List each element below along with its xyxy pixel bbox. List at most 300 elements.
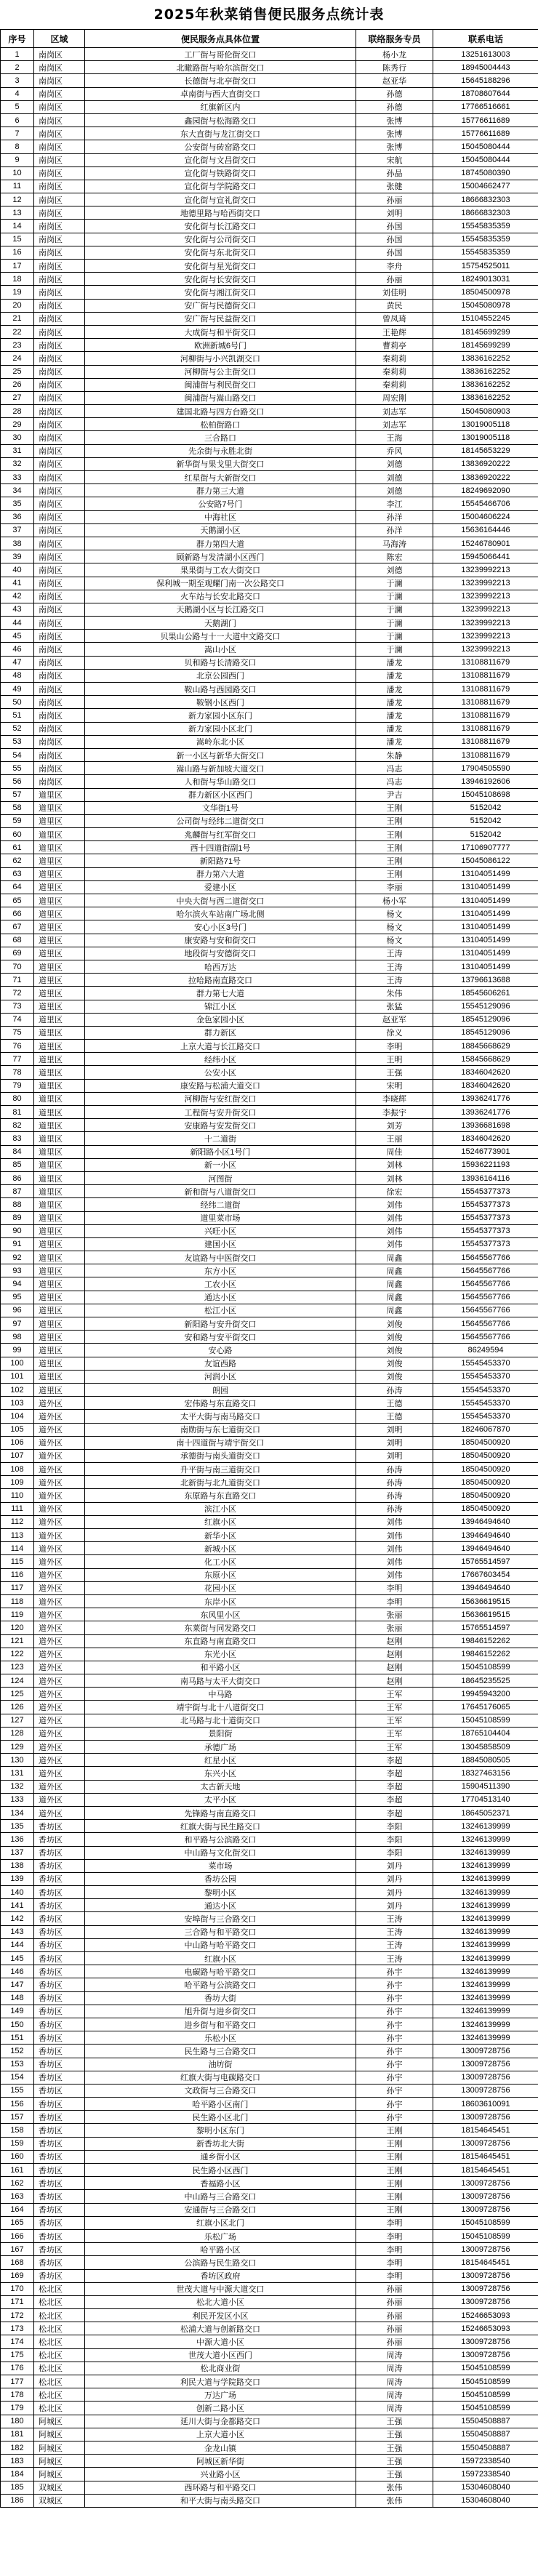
table-row: [1, 1171, 538, 1184]
row-seq: 105: [1, 1423, 34, 1436]
row-seq: 59: [1, 814, 34, 827]
row-district: 道里区: [34, 1357, 85, 1370]
table-row: [1, 1859, 538, 1872]
table-row: [1, 2150, 538, 2163]
row-phone: 17704513140: [433, 1793, 538, 1806]
row-staff: 王军: [356, 1688, 433, 1701]
row-district: 香坊区: [34, 2098, 85, 2111]
row-district: 香坊区: [34, 2190, 85, 2203]
table-row: [1, 2402, 538, 2415]
row-phone: 18504500920: [433, 1489, 538, 1502]
table-row: [1, 299, 538, 312]
row-seq: 64: [1, 880, 34, 894]
row-phone: 13836920222: [433, 457, 538, 470]
row-district: 香坊区: [34, 2243, 85, 2256]
row-phone: 15545453370: [433, 1397, 538, 1410]
row-seq: 158: [1, 2124, 34, 2137]
row-staff: 张博: [356, 140, 433, 153]
row-seq: 135: [1, 1820, 34, 1833]
row-phone: 13104051499: [433, 920, 538, 934]
row-district: 南岗区: [34, 457, 85, 470]
row-seq: 26: [1, 378, 34, 391]
table-row: [1, 1291, 538, 1304]
table-row: [1, 1754, 538, 1767]
row-seq: 84: [1, 1145, 34, 1158]
row-phone: 18246067870: [433, 1423, 538, 1436]
row-seq: 140: [1, 1886, 34, 1899]
row-location: 和平路小区: [85, 1661, 356, 1674]
row-phone: 18945004443: [433, 61, 538, 74]
row-seq: 28: [1, 405, 34, 418]
row-staff: 曾凤琦: [356, 312, 433, 325]
row-district: 道里区: [34, 1040, 85, 1053]
row-location: 通乡街小区: [85, 2150, 356, 2163]
row-district: 道外区: [34, 1410, 85, 1423]
row-district: 阿城区: [34, 2415, 85, 2428]
row-location: 人和街与华山路交口: [85, 775, 356, 788]
row-district: 南岗区: [34, 577, 85, 590]
row-staff: 王刚: [356, 2164, 433, 2177]
row-seq: 173: [1, 2322, 34, 2335]
row-location: 红旗大街与民生路交口: [85, 1820, 356, 1833]
row-location: 公安小区: [85, 1066, 356, 1079]
row-phone: 18249692090: [433, 484, 538, 497]
row-phone: 18145699299: [433, 325, 538, 338]
table-row: [1, 617, 538, 630]
row-seq: 58: [1, 801, 34, 814]
table-row: [1, 1237, 538, 1251]
table-row: [1, 2362, 538, 2375]
table-row: [1, 405, 538, 418]
row-phone: 18504500920: [433, 1436, 538, 1449]
row-staff: 孙涛: [356, 1463, 433, 1476]
row-staff: 李阳: [356, 1833, 433, 1846]
table-row: [1, 100, 538, 113]
row-phone: 19945943200: [433, 1688, 538, 1701]
row-phone: 13009728756: [433, 2111, 538, 2124]
row-phone: 13946494640: [433, 1515, 538, 1528]
row-staff: 秦莉莉: [356, 365, 433, 378]
row-phone: 13246139999: [433, 1886, 538, 1899]
row-staff: 刘俊: [356, 1370, 433, 1383]
row-location: 十二道街: [85, 1132, 356, 1145]
row-phone: 15645567766: [433, 1331, 538, 1344]
row-staff: 刘伟: [356, 1224, 433, 1237]
row-seq: 157: [1, 2111, 34, 2124]
row-seq: 27: [1, 391, 34, 404]
table-row: [1, 113, 538, 127]
table-row: [1, 1066, 538, 1079]
row-seq: 113: [1, 1529, 34, 1542]
table-row: [1, 2203, 538, 2216]
row-seq: 77: [1, 1053, 34, 1066]
row-staff: 杨小龙: [356, 48, 433, 61]
row-phone: 18603610091: [433, 2098, 538, 2111]
row-district: 南岗区: [34, 617, 85, 630]
table-row: [1, 1158, 538, 1171]
row-seq: 99: [1, 1344, 34, 1357]
row-location: 安化街与星光街交口: [85, 260, 356, 273]
row-district: 香坊区: [34, 2137, 85, 2150]
row-staff: 潘龙: [356, 669, 433, 682]
row-staff: 秦莉莉: [356, 378, 433, 391]
table-row: [1, 2468, 538, 2481]
row-district: 香坊区: [34, 2018, 85, 2031]
row-phone: 18708607644: [433, 87, 538, 100]
table-row: [1, 1846, 538, 1859]
row-staff: 刘明: [356, 206, 433, 220]
row-staff: 于澜: [356, 630, 433, 643]
row-location: 天鹅湖小区与长江路交口: [85, 603, 356, 616]
row-location: 哈西万达: [85, 960, 356, 973]
row-seq: 160: [1, 2150, 34, 2163]
row-phone: 5152042: [433, 801, 538, 814]
row-phone: 13108811679: [433, 669, 538, 682]
table-row: [1, 590, 538, 603]
row-phone: 18154645451: [433, 2124, 538, 2137]
table-row: [1, 1978, 538, 1991]
row-phone: 15845668629: [433, 1053, 538, 1066]
table-row: [1, 2256, 538, 2269]
row-staff: 孙宇: [356, 2045, 433, 2058]
row-phone: 13108811679: [433, 683, 538, 696]
row-location: 安广街与民德街交口: [85, 299, 356, 312]
table-row: [1, 2190, 538, 2203]
row-location: 中央大街与西二道街交口: [85, 894, 356, 907]
row-seq: 68: [1, 934, 34, 947]
row-location: 嵩山路与新加坡大道交口: [85, 762, 356, 775]
row-phone: 15776611689: [433, 113, 538, 127]
row-staff: 孙涛: [356, 1489, 433, 1502]
row-district: 香坊区: [34, 1859, 85, 1872]
row-staff: 王刚: [356, 2124, 433, 2137]
table-row: [1, 1688, 538, 1701]
table-row: [1, 1423, 538, 1436]
row-location: 红星街与大新街交口: [85, 471, 356, 484]
row-phone: 15776611689: [433, 127, 538, 140]
row-phone: 18154645451: [433, 2256, 538, 2269]
row-district: 南岗区: [34, 484, 85, 497]
row-phone: 15545377373: [433, 1237, 538, 1251]
row-seq: 9: [1, 153, 34, 166]
table-row: [1, 1013, 538, 1026]
row-seq: 137: [1, 1846, 34, 1859]
row-district: 香坊区: [34, 2256, 85, 2269]
row-staff: 潘龙: [356, 709, 433, 722]
row-phone: 15936221193: [433, 1158, 538, 1171]
row-location: 升平街与南三道街交口: [85, 1463, 356, 1476]
row-staff: 张博: [356, 113, 433, 127]
row-seq: 184: [1, 2468, 34, 2481]
table-row: [1, 2348, 538, 2362]
row-phone: 13251613003: [433, 48, 538, 61]
table-row: [1, 867, 538, 880]
row-district: 道里区: [34, 1171, 85, 1184]
row-phone: 17645176065: [433, 1701, 538, 1714]
row-district: 南岗区: [34, 735, 85, 748]
table-row: [1, 1872, 538, 1885]
row-seq: 10: [1, 166, 34, 180]
row-seq: 94: [1, 1277, 34, 1291]
row-seq: 85: [1, 1158, 34, 1171]
row-district: 道里区: [34, 1291, 85, 1304]
row-location: 哈尔滨火车站南广场北侧: [85, 907, 356, 920]
table-row: [1, 1489, 538, 1502]
row-staff: 李江: [356, 497, 433, 510]
row-location: 安化街与湘江街交口: [85, 286, 356, 299]
row-district: 道里区: [34, 814, 85, 827]
row-district: 南岗区: [34, 74, 85, 87]
row-location: 承德广场: [85, 1741, 356, 1754]
table-row: [1, 2084, 538, 2097]
row-staff: 孙宇: [356, 2084, 433, 2097]
row-staff: 赵亚军: [356, 1013, 433, 1026]
row-staff: 孙宇: [356, 2031, 433, 2045]
table-row: [1, 880, 538, 894]
row-district: 南岗区: [34, 709, 85, 722]
row-phone: 15045108599: [433, 1714, 538, 1727]
row-location: 通达小区: [85, 1291, 356, 1304]
row-district: 南岗区: [34, 339, 85, 352]
row-staff: 刘明: [356, 1423, 433, 1436]
row-phone: 13009728756: [433, 2282, 538, 2295]
row-seq: 33: [1, 471, 34, 484]
row-seq: 161: [1, 2164, 34, 2177]
row-seq: 174: [1, 2335, 34, 2348]
table-row: [1, 1079, 538, 1092]
table-row: [1, 2322, 538, 2335]
row-staff: 周鑫: [356, 1264, 433, 1277]
row-staff: 王德: [356, 1397, 433, 1410]
row-seq: 109: [1, 1476, 34, 1489]
row-location: 创新二路小区: [85, 2402, 356, 2415]
row-district: 南岗区: [34, 405, 85, 418]
row-staff: 李明: [356, 2269, 433, 2282]
row-seq: 47: [1, 656, 34, 669]
row-phone: 17904505590: [433, 762, 538, 775]
row-phone: 15004606224: [433, 510, 538, 523]
row-staff: 刘伟: [356, 1237, 433, 1251]
row-location: 群力第三大道: [85, 484, 356, 497]
row-location: 新华小区: [85, 1529, 356, 1542]
row-district: 道里区: [34, 1066, 85, 1079]
row-district: 南岗区: [34, 722, 85, 735]
row-location: 新阳路与安升街交口: [85, 1317, 356, 1331]
row-staff: 王涛: [356, 947, 433, 960]
row-phone: 15636619515: [433, 1594, 538, 1608]
row-staff: 李明: [356, 2216, 433, 2229]
table-row: [1, 87, 538, 100]
row-staff: 孙国: [356, 220, 433, 233]
row-phone: 13246139999: [433, 1965, 538, 1978]
table-row: [1, 1224, 538, 1237]
row-phone: 15246653093: [433, 2322, 538, 2335]
row-staff: 周涛: [356, 2375, 433, 2388]
row-staff: 王涛: [356, 974, 433, 987]
row-staff: 杨文: [356, 920, 433, 934]
row-seq: 15: [1, 233, 34, 246]
table-row: [1, 1899, 538, 1912]
table-row: [1, 2005, 538, 2018]
row-phone: 18145653229: [433, 444, 538, 457]
row-location: 黎明小区: [85, 1886, 356, 1899]
row-staff: 刘志军: [356, 418, 433, 431]
table-row: [1, 2124, 538, 2137]
table-row: [1, 2335, 538, 2348]
row-district: 道里区: [34, 1079, 85, 1092]
row-phone: 15304608040: [433, 2481, 538, 2494]
row-staff: 周涛: [356, 2402, 433, 2415]
row-staff: 王艳辉: [356, 325, 433, 338]
table-row: [1, 1925, 538, 1938]
row-staff: 刘丹: [356, 1872, 433, 1885]
row-phone: 13936681698: [433, 1119, 538, 1132]
row-seq: 72: [1, 987, 34, 1000]
row-district: 道外区: [34, 1727, 85, 1740]
row-staff: 刘林: [356, 1158, 433, 1171]
row-phone: 13239992213: [433, 577, 538, 590]
row-phone: 13246139999: [433, 1899, 538, 1912]
row-phone: 18845668629: [433, 1040, 538, 1053]
row-phone: 13246139999: [433, 1820, 538, 1833]
row-staff: 王刚: [356, 828, 433, 841]
row-seq: 124: [1, 1674, 34, 1688]
row-seq: 97: [1, 1317, 34, 1331]
row-location: 河图街: [85, 1171, 356, 1184]
row-district: 南岗区: [34, 471, 85, 484]
row-phone: 15645567766: [433, 1264, 538, 1277]
row-location: 大成街与和平街交口: [85, 325, 356, 338]
row-seq: 133: [1, 1793, 34, 1806]
table-row: [1, 1701, 538, 1714]
table-row: [1, 1741, 538, 1754]
row-location: 天鹅湖门: [85, 617, 356, 630]
row-staff: 孙宇: [356, 2111, 433, 2124]
table-row: [1, 1410, 538, 1423]
row-seq: 17: [1, 260, 34, 273]
table-row: [1, 630, 538, 643]
row-phone: 13009728756: [433, 2071, 538, 2084]
row-seq: 123: [1, 1661, 34, 1674]
row-location: 东直路与南直路交口: [85, 1634, 356, 1648]
table-row: [1, 1515, 538, 1528]
table-row: [1, 1145, 538, 1158]
row-seq: 20: [1, 299, 34, 312]
row-seq: 61: [1, 841, 34, 854]
row-staff: 刘丹: [356, 1859, 433, 1872]
row-staff: 周宏刚: [356, 391, 433, 404]
table-row: [1, 2071, 538, 2084]
table-row: [1, 1502, 538, 1515]
row-district: 道外区: [34, 1793, 85, 1806]
row-district: 香坊区: [34, 2111, 85, 2124]
table-row: [1, 484, 538, 497]
row-district: 南岗区: [34, 550, 85, 563]
row-location: 安化街与公司街交口: [85, 233, 356, 246]
table-row: [1, 1040, 538, 1053]
row-district: 香坊区: [34, 2071, 85, 2084]
table-row: [1, 762, 538, 775]
row-seq: 154: [1, 2071, 34, 2084]
table-row: [1, 1542, 538, 1555]
row-district: 香坊区: [34, 2031, 85, 2045]
row-seq: 162: [1, 2177, 34, 2190]
row-district: 南岗区: [34, 246, 85, 259]
row-staff: 孙宇: [356, 2071, 433, 2084]
table-row: [1, 1344, 538, 1357]
row-seq: 39: [1, 550, 34, 563]
row-staff: 刘芳: [356, 1119, 433, 1132]
table-row: [1, 1198, 538, 1211]
row-staff: 李超: [356, 1793, 433, 1806]
row-seq: 2: [1, 61, 34, 74]
row-staff: 王涛: [356, 960, 433, 973]
table-row: [1, 1952, 538, 1965]
table-row: [1, 1106, 538, 1119]
row-phone: 13936241776: [433, 1092, 538, 1105]
row-phone: 13009728756: [433, 2269, 538, 2282]
row-location: 香坊区政府: [85, 2269, 356, 2282]
row-seq: 69: [1, 947, 34, 960]
table-row: [1, 471, 538, 484]
row-district: 道里区: [34, 1092, 85, 1105]
row-location: 化工小区: [85, 1555, 356, 1568]
row-location: 安广街与民益街交口: [85, 312, 356, 325]
row-district: 道外区: [34, 1754, 85, 1767]
row-location: 卓南街与西大直街交口: [85, 87, 356, 100]
row-phone: 13104051499: [433, 880, 538, 894]
row-location: 顾新路与发清湖小区西门: [85, 550, 356, 563]
row-staff: 刘林: [356, 1171, 433, 1184]
row-staff: 王明: [356, 1053, 433, 1066]
row-district: 南岗区: [34, 669, 85, 682]
row-phone: 13246139999: [433, 2031, 538, 2045]
row-district: 南岗区: [34, 683, 85, 696]
row-phone: 15304608040: [433, 2494, 538, 2507]
row-location: 长德街与北亭街交口: [85, 74, 356, 87]
row-phone: 13104051499: [433, 907, 538, 920]
table-row: [1, 1119, 538, 1132]
row-staff: 李超: [356, 1767, 433, 1780]
row-staff: 孙丽: [356, 193, 433, 206]
table-row: [1, 2415, 538, 2428]
row-district: 道里区: [34, 1277, 85, 1291]
row-phone: 13045858509: [433, 1741, 538, 1754]
row-phone: 13108811679: [433, 735, 538, 748]
table-row: [1, 1211, 538, 1224]
row-seq: 127: [1, 1714, 34, 1727]
row-district: 道里区: [34, 960, 85, 973]
table-row: [1, 220, 538, 233]
row-staff: 潘龙: [356, 735, 433, 748]
row-staff: 陈秀行: [356, 61, 433, 74]
row-phone: 13009728756: [433, 2295, 538, 2308]
row-seq: 125: [1, 1688, 34, 1701]
row-phone: 15645567766: [433, 1277, 538, 1291]
row-staff: 孙涛: [356, 1476, 433, 1489]
row-location: 友谊西路: [85, 1357, 356, 1370]
row-staff: 刘伟: [356, 1555, 433, 1568]
row-phone: 18346042620: [433, 1066, 538, 1079]
table-row: [1, 960, 538, 973]
row-district: 道里区: [34, 1145, 85, 1158]
table-row: [1, 696, 538, 709]
row-seq: 24: [1, 352, 34, 365]
row-location: 阿城区新华街: [85, 2455, 356, 2468]
row-location: 民生路小区北门: [85, 2111, 356, 2124]
row-staff: 黄民: [356, 299, 433, 312]
row-district: 道里区: [34, 894, 85, 907]
